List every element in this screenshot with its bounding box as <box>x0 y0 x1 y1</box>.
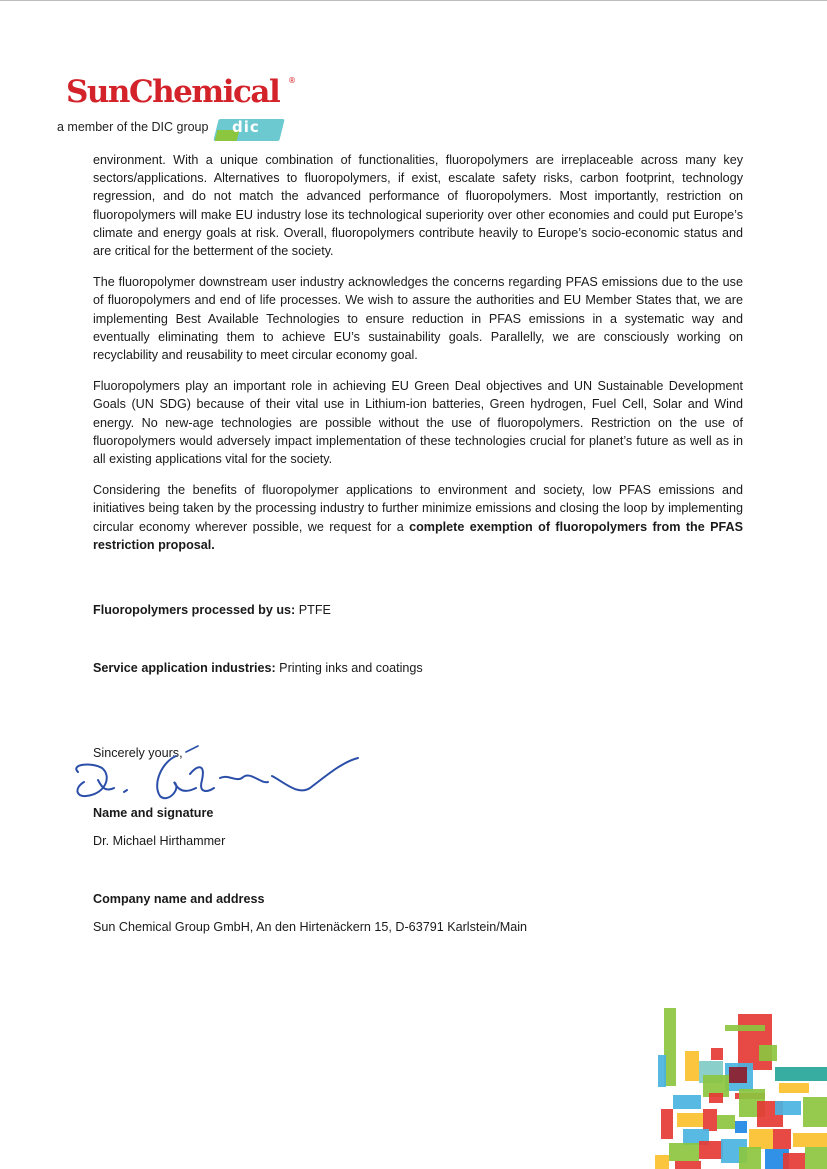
company-value: Sun Chemical Group GmbH, An den Hirtenäckern 15, D-63791 Karlstein/Main <box>93 920 527 934</box>
name-label <box>93 806 213 820</box>
mosaic-tile <box>803 1097 827 1127</box>
mosaic-tile <box>717 1115 735 1129</box>
mosaic-tile <box>759 1045 777 1061</box>
name-label-text: Name and signature <box>93 806 214 820</box>
mosaic-tile <box>703 1109 717 1131</box>
mosaic-tile <box>673 1095 701 1109</box>
mosaic-tile <box>775 1101 801 1115</box>
logo-wordmark: SunChemical <box>66 74 280 110</box>
letter-body <box>93 151 743 567</box>
mosaic-tile <box>805 1147 827 1169</box>
mosaic-tile <box>738 1014 772 1070</box>
mosaic-tile <box>725 1025 765 1031</box>
paragraph-4-text: Considering the benefits of fluoropolymer applications to environment and society, low PFAS emissions and initiatives being taken by the processing industry to further minimize emissions and closing the loop by implementing circular economy wherever possible, we request for a <box>93 483 743 534</box>
paragraph-3: Fluoropolymers play an important role in achieving EU Green Deal objectives and UN Sustainable Development Goals (UN SDG) because of their vital use in Lithium-ion batteries, Green hydrogen, Fuel Cell, Solar and Wind energy. No new-age technologies are possible without the use of fluoropolymers. Restriction on the use of fluoropolymers would adversely impact implementation of these technologies crucial for planet’s future as well as in all existing applications vital for the society. <box>93 379 743 467</box>
mosaic-tile <box>655 1155 669 1169</box>
handwritten-signature <box>66 744 366 814</box>
mosaic-tile <box>677 1113 703 1127</box>
company-label-text: Company name and address <box>93 892 265 906</box>
mosaic-tile <box>729 1067 747 1083</box>
mosaic-tile <box>779 1083 809 1093</box>
paragraph-4 <box>93 481 743 554</box>
decorative-mosaic <box>655 1005 827 1169</box>
logo-tagline: a member of the DIC group <box>57 120 209 134</box>
paragraph-1: environment. With a unique combination of functionalities, fluoropolymers are irreplaceable across many key sectors/applications. Alternatives to fluoropolymers, if exist, escalate safety risks, carbon footprint, technology regression, and do not match the advanced performance of fluoropolymers. Most importantly, restriction on fluoropolymers will make EU industry lose its technological superiority over other economies and could put Europe’s climate and energy goals at risk. Overall, fluoropolymers contribute heavily to Europe’s socio-economic status and are critical for the betterment of the society. <box>93 153 743 259</box>
mosaic-tile <box>739 1147 761 1169</box>
mosaic-tile <box>669 1143 699 1161</box>
mosaic-tile <box>793 1133 827 1147</box>
mosaic-tile <box>749 1129 773 1149</box>
page-top-rule <box>0 0 827 1</box>
mosaic-tile <box>658 1055 666 1087</box>
dic-badge-text: dic <box>232 118 260 136</box>
registered-mark: ® <box>288 76 296 85</box>
mosaic-tile <box>699 1141 723 1159</box>
mosaic-tile <box>711 1048 723 1060</box>
mosaic-tile <box>675 1161 701 1169</box>
mosaic-tile <box>735 1121 747 1133</box>
closing-line: Sincerely yours, <box>93 746 183 760</box>
sun-chemical-logo <box>57 74 306 154</box>
industries-line <box>93 661 423 675</box>
industries-label: Service application industries: <box>93 661 276 675</box>
exemption-request: complete exemption of fluoropolymers from the PFAS restriction proposal. <box>93 519 744 552</box>
fluoropolymers-value: PTFE <box>298 603 331 617</box>
mosaic-tile <box>775 1067 827 1081</box>
mosaic-tile <box>709 1093 723 1103</box>
mosaic-tile <box>783 1153 805 1169</box>
company-label <box>93 892 264 906</box>
paragraph-2: The fluoropolymer downstream user industry acknowledges the concerns regarding PFAS emissions due to the use of fluoropolymers and end of life processes. We wish to assure the authorities and EU Member States that, we are implementing Best Available Technologies to ensure reduction in PFAS emissions in a systematic way and eventually eliminating them to achieve EU’s sustainability goals. Parallelly, we are consciously working on recyclability and reusability to meet circular economy goal. <box>93 275 743 363</box>
fluoropolymers-line <box>93 603 331 617</box>
mosaic-tile <box>661 1109 673 1139</box>
mosaic-tile <box>773 1129 791 1149</box>
industries-value: Printing inks and coatings <box>279 661 423 675</box>
name-value: Dr. Michael Hirthammer <box>93 834 226 848</box>
mosaic-tile <box>685 1051 699 1081</box>
fluoropolymers-label: Fluoropolymers processed by us: <box>93 603 296 617</box>
